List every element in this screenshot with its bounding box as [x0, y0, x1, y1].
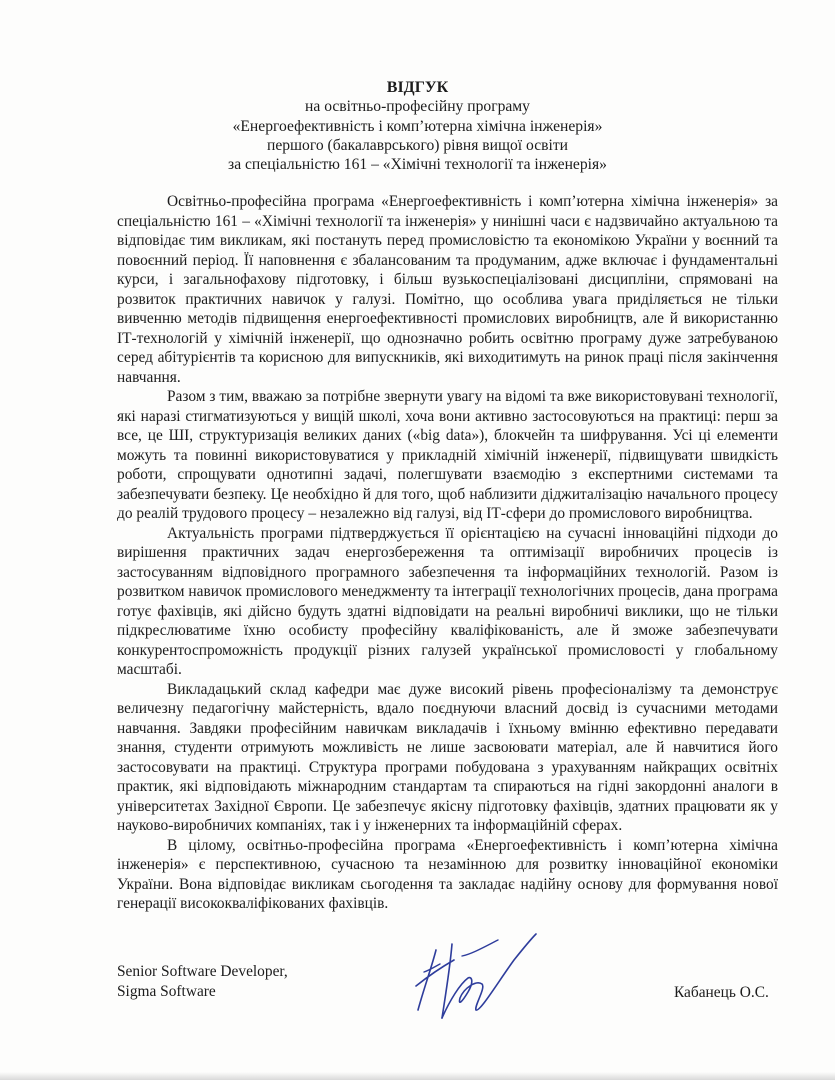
heading-specialty: за спеціальністю 161 – «Хімічні технології та інженерія» — [228, 156, 607, 174]
heading-program-name: «Енергоефективність і комп’ютерна хімічна інженерія» — [232, 117, 603, 135]
paragraph-5: В цілому, освітньо-професійна програма «Енергоефективність і комп’ютерна хімічна інженерія» є перспективною, сучасною та незамінною для розвитку інноваційної економіки України. Вона відповідає викликам сьогодення та закладає надійну основу для формування нової генерації висококваліфікованих фахівців. — [117, 836, 778, 912]
heading-line-1: на освітньо-професійну програму — [305, 98, 530, 116]
document-heading — [0, 78, 835, 174]
document-title: ВІДГУК — [386, 79, 449, 96]
scan-edge — [0, 1072, 835, 1080]
signer-position: Senior Software Developer, — [117, 963, 288, 980]
signer-company: Sigma Software — [117, 983, 216, 1000]
paragraph-2: Разом з тим, вважаю за потрібне звернути увагу на відомі та вже використовувані технології, які наразі стигматизуються у вищій школі, хоча вони активно застосовуються на практиці: перш за все, це ШІ, структуризація великих даних («big data»), блокчейн та шифрування. Усі ці елементи можуть та повинні використовуватися у прикладній хімічній інженерії, підвищувати швидкість роботи, спрощувати однотипні задачі, полегшувати взаємодію з експертними системами та забезпечувати безпеку. Це необхідно й для того, щоб наблизити діджиталізацію начального процесу до реалій трудового процесу – незалежно від галузі, від ІТ-сфери до промислового виробництва. — [117, 388, 778, 522]
signature-stroke — [442, 934, 536, 1018]
heading-level: першого (бакалаврського) рівня вищої освіти — [266, 136, 568, 154]
signer-affiliation — [117, 962, 288, 1002]
handwritten-signature — [402, 926, 542, 1026]
signer-name: Кабанець О.С. — [674, 984, 769, 1001]
paragraph-4: Викладацький склад кафедри має дуже високий рівень професіоналізму та демонструє величезну педагогічну майстерність, вдало поєднуючи власний досвід із сучасними методами навчання. Завдяки професійним навичкам викладачів і їхньому вмінню ефективно передавати знання, студенти отримують можливість не лише засвоювати матеріал, але й навчитися його застосовувати на практиці. Структура програми побудована з урахуванням найкращих освітніх практик, які відповідають міжнародним стандартам та спираються на гідні закордонні аналоги в університетах Західної Європи. Це забезпечує якісну підготовку фахівців, здатних працювати як у науково-виробничих компаніях, так і у інженерних та інформаційній сферах. — [117, 680, 778, 834]
paragraph-3: Актуальність програми підтверджується її орієнтацією на сучасні інноваційні підходи до вирішення практичних задач енергозбереження та оптимізації виробничих процесів із застосуванням відповідного програмного забезпечення та інформаційних технологій. Разом із розвитком навичок промислового менеджменту та інтеграції технологічних процесів, дана програма готує фахівців, які дійсно будуть здатні відповідати на реальні виробничі виклики, що не тільки підкреслюватиме їхню особисту професійну кваліфікованість, але й зможе забезпечувати конкурентоспроможність продукції різних галузей української промисловості у глобальному масштабі. — [117, 524, 778, 678]
paragraph-1: Освітньо-професійна програма «Енергоефективність і комп’ютерна хімічна інженерія» за спеціальністю 161 – «Хімічні технології та інженерія» у нинішні часи є надзвичайно актуальною та відповідає тим викликам, які постануть перед промисловістю та економікою України у воєнний та повоєнний період. Її наповнення є збалансованим та продуманим, адже включає і фундаментальні курси, і загальнофахову підготовку, і більш вузькоспеціалізовані дисципліни, спрямовані на розвиток практичних навичок у галузі. Помітно, що особлива увага приділяється не тільки вивченню методів підвищення енергоефективності промислових виробництв, але й використанню ІТ-технологій у хімічній інженерії, що однозначно робить освітню програму дуже затребуваною серед абітурієнтів та корисною для випускників, які виходитимуть на ринок праці після закінчення навчання. — [117, 193, 778, 386]
review-body — [117, 192, 778, 914]
signature-stroke — [416, 944, 454, 1018]
